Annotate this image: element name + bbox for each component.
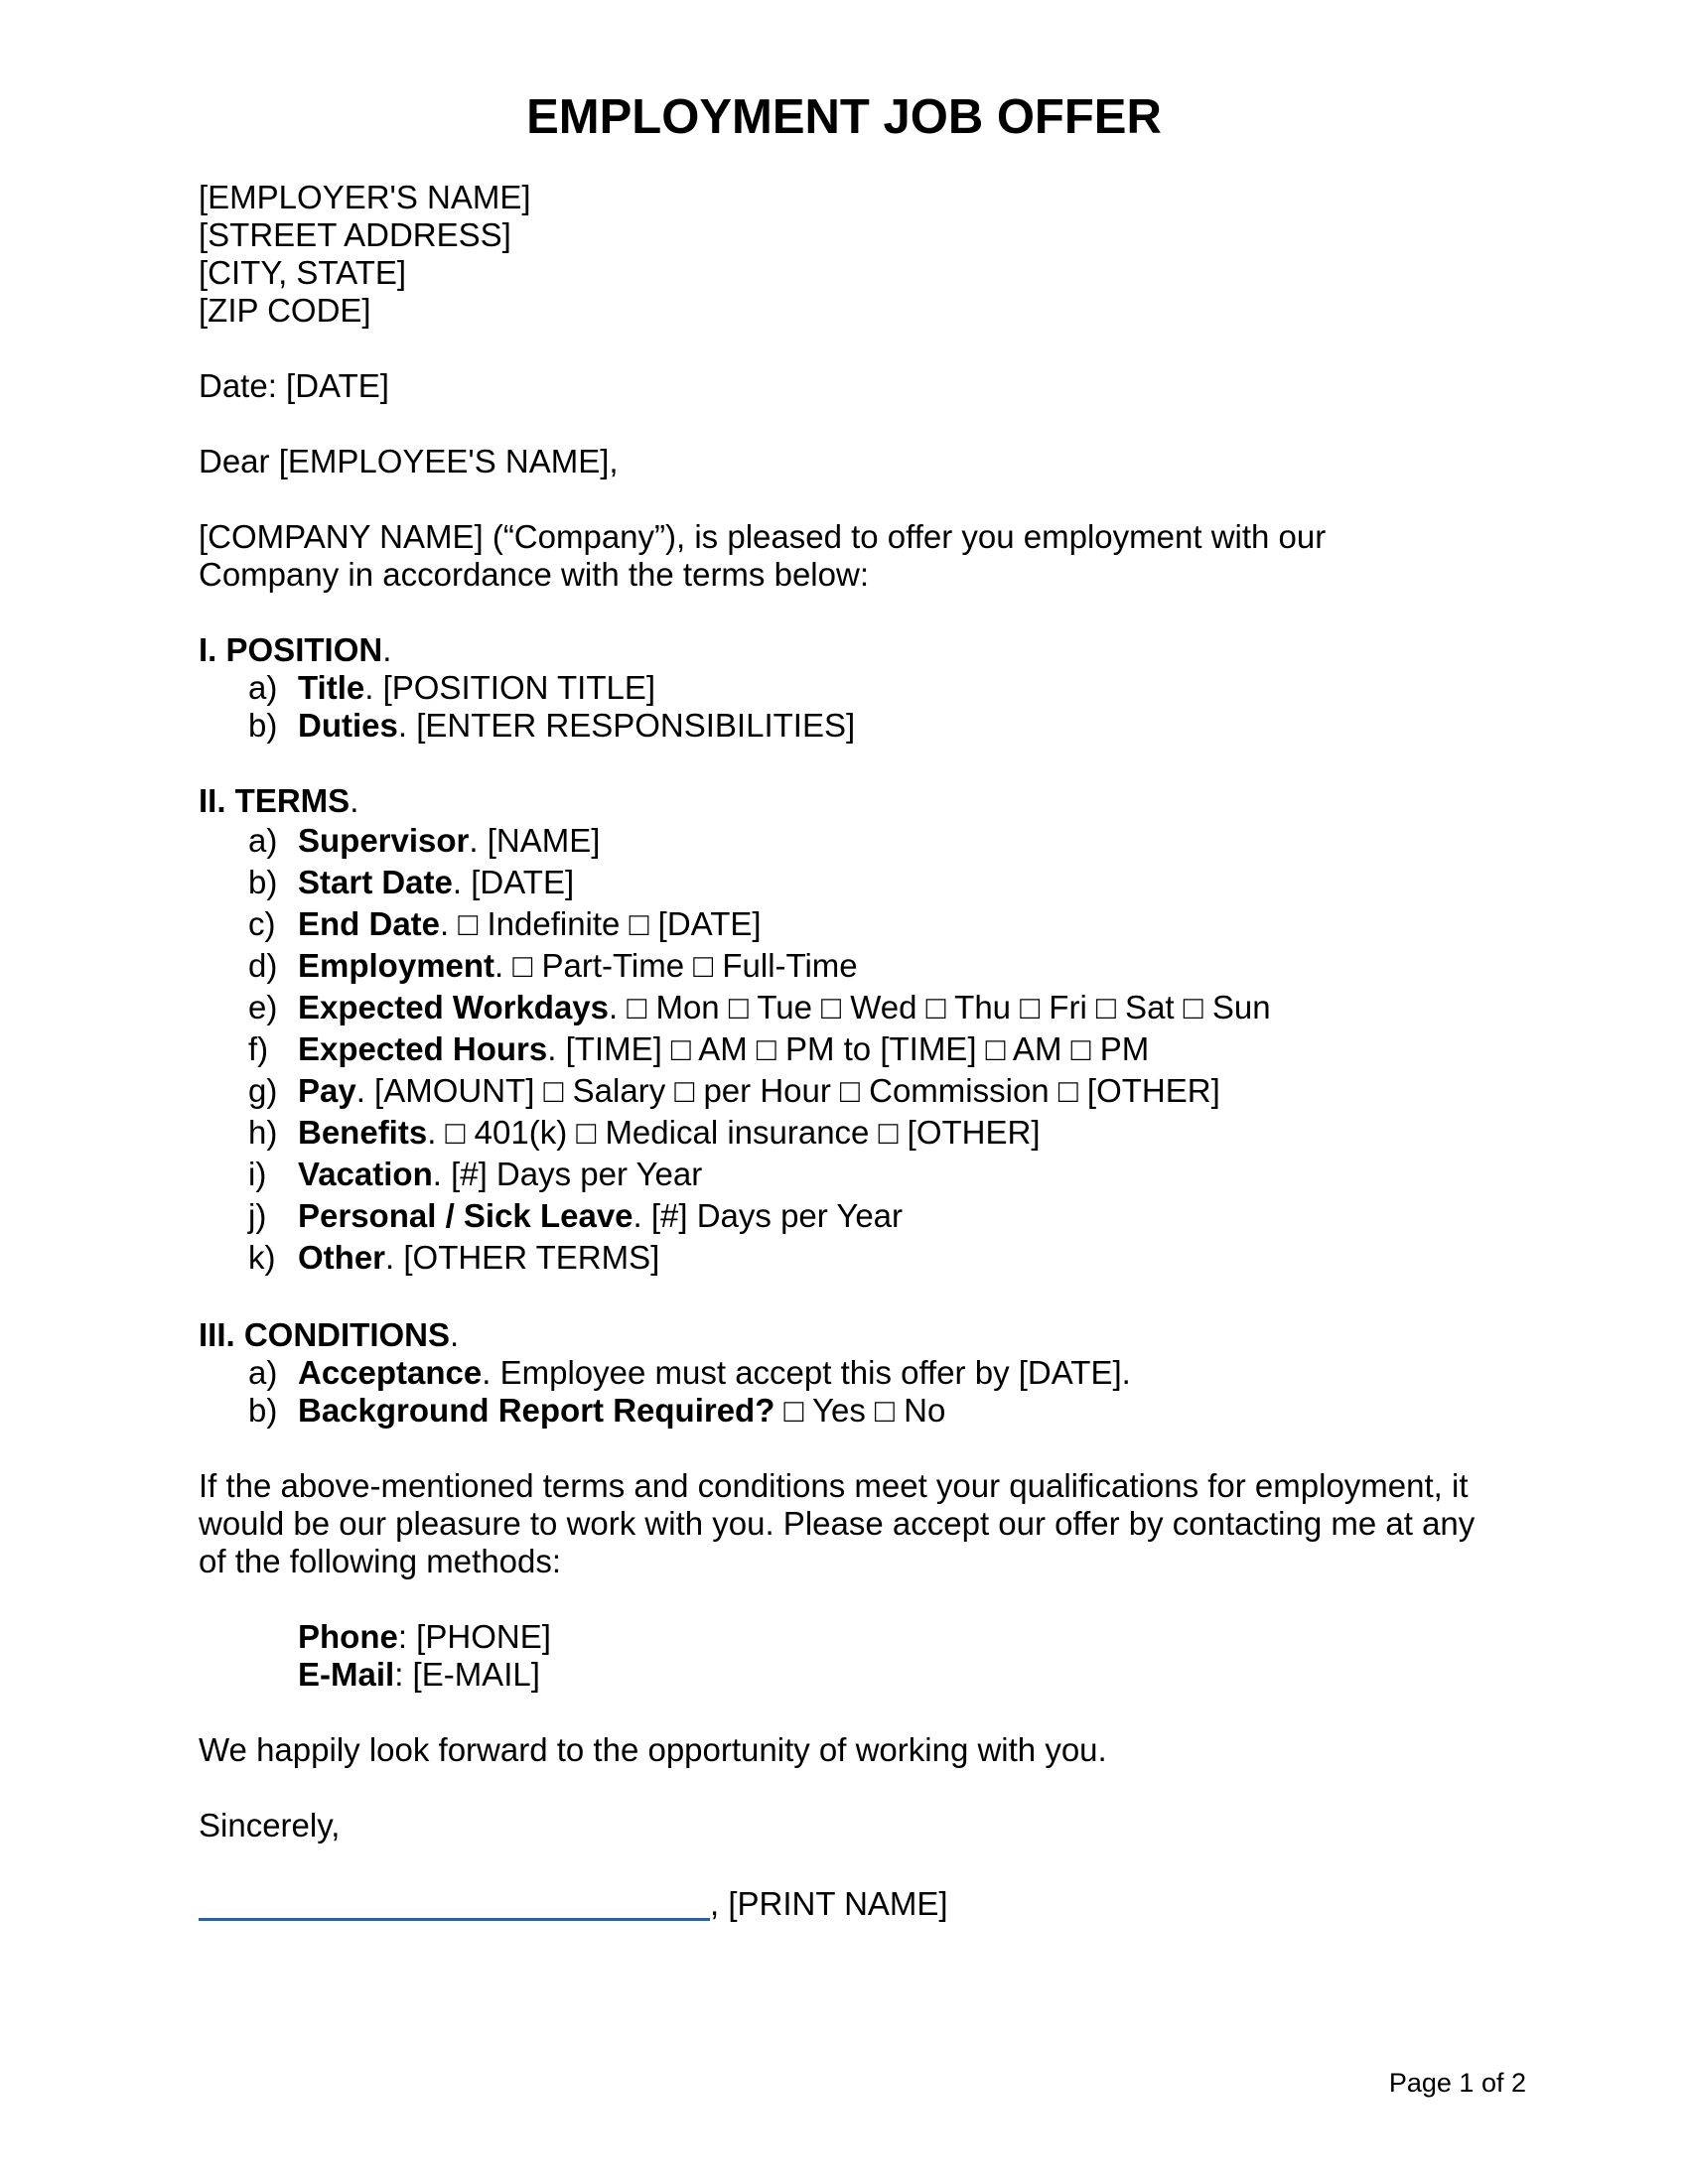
- list-marker: b): [248, 1392, 278, 1429]
- phone-value: : [PHONE]: [397, 1618, 551, 1655]
- employer-name: [EMPLOYER'S NAME]: [199, 179, 531, 215]
- item-text: . Employee must accept this offer by [DATE].: [482, 1354, 1131, 1391]
- letter-body: [199, 179, 1509, 1923]
- item-text: . [AMOUNT] □ Salary □ per Hour □ Commission □ [OTHER]: [355, 1072, 1220, 1109]
- position-list: [199, 669, 1509, 745]
- item-label: End Date: [298, 905, 441, 942]
- item-text: . [#] Days per Year: [432, 1156, 703, 1192]
- terms-item: [199, 1237, 1509, 1279]
- item-text: . [#] Days per Year: [633, 1197, 904, 1234]
- signature-line[interactable]: [199, 1888, 710, 1921]
- item-text: . □ Mon □ Tue □ Wed □ Thu □ Fri □ Sat □ Sun: [609, 989, 1271, 1025]
- terms-item: [199, 1112, 1509, 1154]
- list-marker: h): [248, 1114, 278, 1151]
- item-label: Other: [298, 1239, 386, 1276]
- item-label: Expected Hours: [298, 1030, 548, 1067]
- item-text: . □ Indefinite □ [DATE]: [440, 905, 762, 942]
- item-label: Acceptance: [298, 1354, 483, 1391]
- terms-item: [199, 1028, 1509, 1070]
- list-marker: b): [248, 864, 278, 900]
- date-line: Date: [DATE]: [199, 367, 389, 404]
- print-name: , [PRINT NAME]: [710, 1885, 948, 1922]
- section-heading-conditions: III. CONDITIONS.: [199, 1316, 460, 1353]
- list-marker: i): [248, 1156, 267, 1192]
- item-text: . [DATE]: [452, 864, 575, 900]
- email-value: : [E-MAIL]: [394, 1656, 540, 1693]
- page-number: Page 1 of 2: [1388, 2068, 1526, 2098]
- terms-item: [199, 820, 1509, 862]
- item-label: Title: [298, 669, 365, 706]
- greeting: Dear [EMPLOYEE'S NAME],: [199, 443, 619, 479]
- closing-paragraph: If the above-mentioned terms and conditions meet your qualifications for employment, it would be our pleasure to work with you. Please accept our offer by contacting me at any of the following methods:: [199, 1467, 1476, 1579]
- list-marker: a): [248, 1354, 278, 1391]
- section-heading-position: I. POSITION.: [199, 631, 392, 668]
- terms-item: [199, 862, 1509, 903]
- email-label: E-Mail: [298, 1656, 395, 1693]
- terms-item: [199, 1154, 1509, 1195]
- list-marker: j): [248, 1197, 267, 1234]
- item-text: □ Yes □ No: [774, 1392, 946, 1429]
- terms-item: [199, 903, 1509, 945]
- intro-paragraph: [COMPANY NAME] (“Company”), is pleased to offer you employment with our Company in accordance with the terms below:: [199, 518, 1327, 593]
- item-label: Background Report Required?: [298, 1392, 775, 1429]
- signature-row: [199, 1882, 1509, 1923]
- item-text: . [ENTER RESPONSIBILITIES]: [397, 707, 856, 744]
- section-heading-terms: II. TERMS.: [199, 782, 359, 819]
- conditions-item: [199, 1354, 1509, 1392]
- employer-address-block: [199, 179, 1509, 330]
- document-title: EMPLOYMENT JOB OFFER: [526, 90, 1162, 144]
- item-text: . [TIME] □ AM □ PM to [TIME] □ AM □ PM: [547, 1030, 1150, 1067]
- item-label: Benefits: [298, 1114, 428, 1151]
- list-marker: g): [248, 1072, 278, 1109]
- list-marker: e): [248, 989, 278, 1025]
- item-label: Employment: [298, 947, 495, 984]
- position-item: [199, 707, 1509, 745]
- sign-off: Sincerely,: [199, 1807, 341, 1843]
- terms-item: [199, 987, 1509, 1028]
- contact-block: [199, 1618, 1509, 1694]
- conditions-list: [199, 1354, 1509, 1430]
- list-marker: a): [248, 822, 278, 859]
- contact-phone: [298, 1618, 1509, 1656]
- terms-item: [199, 945, 1509, 987]
- conditions-item: [199, 1392, 1509, 1430]
- item-label: Duties: [298, 707, 398, 744]
- list-marker: a): [248, 669, 278, 706]
- item-label: Supervisor: [298, 822, 470, 859]
- item-label: Pay: [298, 1072, 356, 1109]
- list-marker: d): [248, 947, 278, 984]
- item-text: . [POSITION TITLE]: [364, 669, 656, 706]
- item-text: . □ Part-Time □ Full-Time: [494, 947, 858, 984]
- position-item: [199, 669, 1509, 707]
- list-marker: k): [248, 1239, 276, 1276]
- terms-item: [199, 1070, 1509, 1112]
- contact-email: [298, 1656, 1509, 1694]
- item-label: Expected Workdays: [298, 989, 610, 1025]
- phone-label: Phone: [298, 1618, 398, 1655]
- list-marker: f): [248, 1030, 269, 1067]
- employer-street: [STREET ADDRESS]: [199, 216, 511, 253]
- item-label: Start Date: [298, 864, 453, 900]
- item-text: . [NAME]: [469, 822, 601, 859]
- item-text: . □ 401(k) □ Medical insurance □ [OTHER]: [427, 1114, 1041, 1151]
- item-text: . [OTHER TERMS]: [385, 1239, 660, 1276]
- list-marker: c): [248, 905, 276, 942]
- list-marker: b): [248, 707, 278, 744]
- terms-list: [199, 820, 1509, 1279]
- forward-line: We happily look forward to the opportunity of working with you.: [199, 1731, 1107, 1768]
- item-label: Vacation: [298, 1156, 433, 1192]
- terms-item: [199, 1195, 1509, 1237]
- employer-city-state: [CITY, STATE]: [199, 254, 407, 291]
- item-label: Personal / Sick Leave: [298, 1197, 633, 1234]
- employer-zip: [ZIP CODE]: [199, 292, 371, 329]
